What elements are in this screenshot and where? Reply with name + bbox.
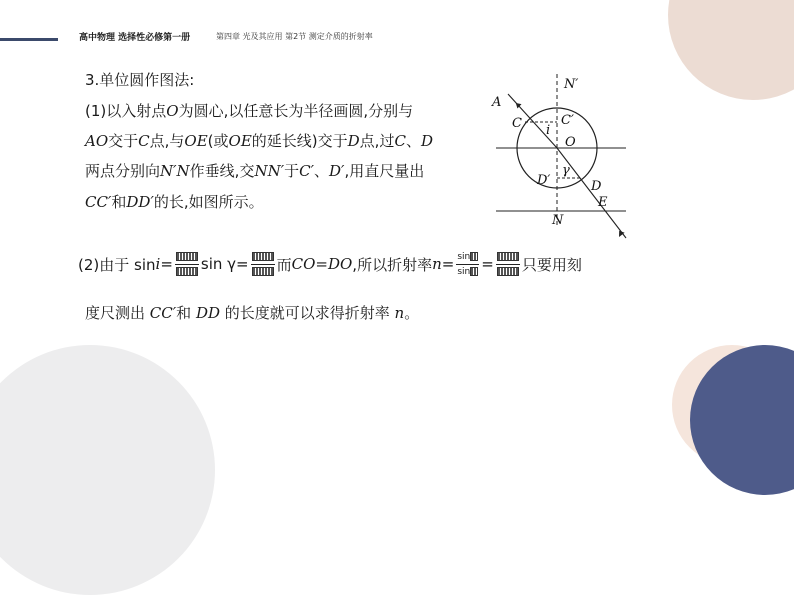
fraction-sin-ratio <box>456 251 479 278</box>
label-gamma: γ <box>562 163 570 178</box>
text-span: 、 <box>405 132 421 150</box>
point-label: O <box>166 102 179 120</box>
text-span: 和 <box>111 193 127 211</box>
placeholder-glyph-icon <box>497 252 519 261</box>
text-span: ,用直尺量出 <box>344 162 425 180</box>
index-n-symbol: n <box>432 255 442 273</box>
equals-sign: = <box>160 255 173 273</box>
refraction-unit-circle-diagram <box>488 72 638 242</box>
point-label: D <box>420 132 433 150</box>
label-A: A <box>492 95 502 110</box>
segment-label: AO <box>85 132 109 150</box>
segment-label: DD <box>195 304 220 322</box>
placeholder-glyph-icon <box>252 267 274 276</box>
label-E: E <box>598 195 608 210</box>
text-span: 作垂线,交 <box>189 162 255 180</box>
header-title: 高中物理 选择性必修第一册 <box>79 33 191 43</box>
text-span: 两点分别向 <box>85 162 161 180</box>
step1-line1 <box>85 101 413 121</box>
text-span: 的长,如图所示。 <box>153 193 264 211</box>
label-D-prime: D′ <box>537 173 551 188</box>
label-D: D <box>591 179 602 194</box>
point-label: C′ <box>299 162 315 180</box>
segment-label: CC′ <box>85 193 112 211</box>
step1-line3 <box>85 161 424 181</box>
fraction-length-ratio <box>496 251 520 278</box>
segment-label: CC′ <box>149 304 177 322</box>
placeholder-glyph-icon <box>470 267 478 276</box>
index-n-symbol: n <box>394 304 405 322</box>
segment-label: DD′ <box>126 193 154 211</box>
header-accent-bar <box>0 38 58 41</box>
point-label: C <box>394 132 406 150</box>
sin-gamma-text: sin γ= <box>200 255 249 273</box>
label-C: C <box>512 116 522 131</box>
step2-formula-line <box>78 244 582 284</box>
text-span: 交于 <box>108 132 139 150</box>
text-span: 。 <box>404 304 420 322</box>
placeholder-glyph-icon <box>176 252 198 261</box>
equals-sign: = <box>441 255 455 273</box>
text-span: 度尺测出 <box>85 304 150 322</box>
point-label: C <box>138 132 150 150</box>
text-span: (或 <box>207 132 229 150</box>
label-O: O <box>565 135 576 150</box>
label-N: N <box>552 213 564 228</box>
step1-line4 <box>85 192 264 212</box>
conclusion-line <box>85 302 419 323</box>
text-span: 点,与 <box>149 132 185 150</box>
label-i: i <box>546 123 551 138</box>
text-span: 和 <box>176 304 196 322</box>
decorative-circle-bottom-left <box>0 345 215 595</box>
method-title: 3.单位圆作图法: <box>85 71 195 89</box>
sin-text: sin <box>457 266 471 277</box>
header-chapter: 第四章 光及其应用 第2节 测定介质的折射率 <box>216 32 373 41</box>
text-span: 的延长线)交于 <box>251 132 348 150</box>
equals-sign: = <box>481 255 494 273</box>
segment-label: OE <box>228 132 252 150</box>
placeholder-glyph-icon <box>252 252 274 261</box>
text-span: 而 <box>276 255 292 274</box>
label-C-prime: C′ <box>561 113 574 128</box>
placeholder-glyph-icon <box>470 252 478 261</box>
text-span: (2)由于 sin <box>78 255 156 274</box>
text-span: ,所以折射率 <box>352 255 433 274</box>
text-span: 的长度就可以求得折射率 <box>220 304 395 322</box>
point-label: D <box>347 132 360 150</box>
angle-i-symbol: i <box>155 255 161 273</box>
text-span: 为圆心,以任意长为半径画圆,分别与 <box>178 102 414 120</box>
text-span: 、 <box>314 162 330 180</box>
text-span: (1)以入射点 <box>85 102 167 120</box>
decorative-circle-top-right <box>668 0 794 100</box>
text-span: 只要用刻 <box>521 255 582 274</box>
sin-text: sin <box>457 251 471 262</box>
line-label: N′N <box>160 162 190 180</box>
segment-label: OE <box>184 132 208 150</box>
fraction-sin-i <box>175 251 199 278</box>
label-N-prime: N′ <box>564 77 579 92</box>
text-span: 于 <box>284 162 300 180</box>
line-label: NN′ <box>254 162 285 180</box>
fraction-sin-gamma <box>251 251 275 278</box>
text-span: 点,过 <box>359 132 395 150</box>
placeholder-glyph-icon <box>497 267 519 276</box>
step1-line2 <box>85 131 433 151</box>
point-label: D′ <box>329 162 345 180</box>
placeholder-glyph-icon <box>176 267 198 276</box>
co-equals-do: CO=DO <box>291 255 353 273</box>
